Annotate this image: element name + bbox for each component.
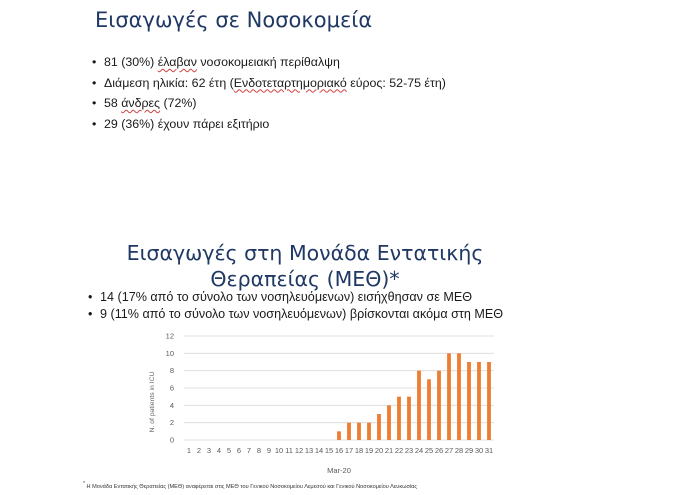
y-tick-label: 6 <box>169 383 174 393</box>
x-tick-label: 14 <box>314 446 324 455</box>
x-axis-label: Mar-20 <box>327 466 351 475</box>
list-item: • 9 (11% από το σύνολο των νοσηλευόμενων) βρίσκονται ακόμα στη ΜΕΘ <box>88 306 520 323</box>
bar <box>417 371 421 440</box>
x-tick-label: 27 <box>444 446 454 455</box>
x-tick-label: 24 <box>414 446 424 455</box>
list-item: • 14 (17% από το σύνολο των νοσηλευόμενων) εισήχθησαν σε ΜΕΘ <box>88 289 520 306</box>
y-tick-label: 2 <box>169 418 174 428</box>
x-tick-label: 3 <box>206 446 212 455</box>
y-tick-label: 4 <box>169 400 174 410</box>
x-tick-label: 21 <box>384 446 394 455</box>
x-tick-label: 16 <box>334 446 344 455</box>
bar <box>487 362 491 440</box>
bar <box>357 423 361 440</box>
list-item: • 29 (36%) έχουν πάρει εξιτήριο <box>92 114 446 135</box>
bar <box>457 353 461 440</box>
x-tick-label: 17 <box>344 446 354 455</box>
x-tick-label: 1 <box>186 446 192 455</box>
section-title-icu-admissions: Εισαγωγές στη Μονάδα Εντατικής Θεραπείας (ΜΕΘ)* <box>126 241 484 291</box>
section-title-hospital-admissions: Εισαγωγές σε Νοσοκομεία <box>95 8 373 32</box>
bar <box>397 397 401 440</box>
hospital-stats-list <box>92 52 446 134</box>
bar <box>437 371 441 440</box>
x-tick-label: 8 <box>256 446 262 455</box>
y-tick-label: 10 <box>165 348 174 358</box>
y-axis-label: N. of patients in ICU <box>149 371 156 433</box>
bar <box>477 362 481 440</box>
x-tick-label: 22 <box>394 446 404 455</box>
y-tick-label: 8 <box>169 366 174 376</box>
x-tick-label: 25 <box>424 446 434 455</box>
bar <box>427 379 431 440</box>
x-tick-label: 19 <box>364 446 374 455</box>
x-tick-label: 10 <box>274 446 284 455</box>
x-tick-label: 12 <box>294 446 304 455</box>
bar <box>367 423 371 440</box>
x-tick-label: 9 <box>266 446 272 455</box>
x-tick-label: 29 <box>464 446 474 455</box>
bar <box>447 353 451 440</box>
list-item: • 81 (30%) έλαβαν νοσοκομειακή περίθαλψη <box>92 52 446 73</box>
footnote: * Η Μονάδα Εντατικής Θεραπείας (ΜΕΘ) αναφέρεται στις ΜΕΘ του Γενικού Νοσοκομείου Λεμεσού και Γενικού Νοσοκομείου Λευκωσίας <box>83 481 418 490</box>
bar <box>337 431 341 440</box>
x-tick-label: 15 <box>324 446 334 455</box>
x-tick-label: 23 <box>404 446 414 455</box>
x-tick-label: 5 <box>226 446 232 455</box>
bar <box>347 423 351 440</box>
x-tick-label: 13 <box>304 446 314 455</box>
bar <box>407 397 411 440</box>
x-tick-label: 30 <box>474 446 484 455</box>
x-tick-label: 26 <box>434 446 444 455</box>
list-item: • Διάμεση ηλικία: 62 έτη (Ενδοτεταρτημοριακό εύρος: 52-75 έτη) <box>92 73 446 94</box>
x-tick-label: 11 <box>285 446 293 455</box>
x-tick-label: 4 <box>216 446 222 455</box>
y-tick-label: 0 <box>169 435 174 445</box>
x-tick-label: 7 <box>246 446 252 455</box>
x-tick-label: 6 <box>236 446 242 455</box>
icu-stats-list <box>88 289 520 323</box>
x-tick-label: 20 <box>374 446 384 455</box>
bar <box>387 405 391 440</box>
x-tick-label: 2 <box>196 446 202 455</box>
list-item: • 58 άνδρες (72%) <box>92 93 446 114</box>
x-tick-label: 31 <box>484 446 494 455</box>
bar <box>467 362 471 440</box>
bar <box>377 414 381 440</box>
icu-patients-bar-chart <box>140 326 500 476</box>
y-tick-label: 12 <box>165 331 174 341</box>
x-tick-label: 18 <box>354 446 364 455</box>
x-tick-label: 28 <box>454 446 464 455</box>
